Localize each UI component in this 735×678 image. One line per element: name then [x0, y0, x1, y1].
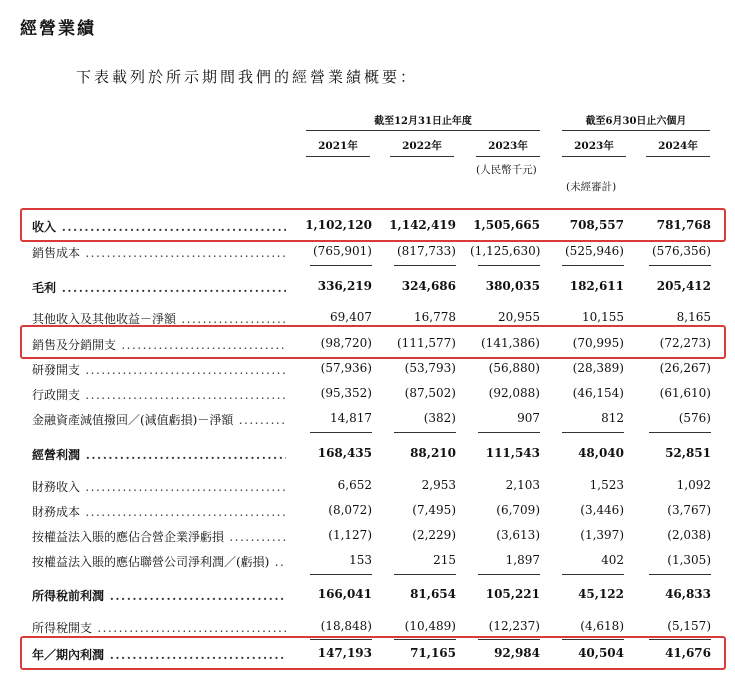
subtotal-underline — [562, 432, 624, 433]
table-row — [0, 500, 735, 522]
cell: (92,088) — [488, 386, 540, 400]
row-label: 財務成本 ..... — [32, 503, 286, 520]
cell: 2,103 — [505, 478, 540, 492]
table-row — [0, 276, 735, 298]
cell: 1,505,665 — [473, 218, 540, 232]
unit-note: (人民幣千元) — [476, 164, 537, 176]
cell: (1,397) — [580, 528, 624, 542]
table-row — [0, 584, 735, 606]
group-header-annual: 截至12月31日止年度 — [306, 112, 540, 131]
highlight-box-revenue — [20, 208, 726, 242]
cell: 1,102,120 — [305, 218, 372, 232]
section-title: 經營業績 — [20, 19, 96, 39]
row-label: 經營利潤 ..... — [32, 446, 286, 463]
subtotal-underline — [562, 574, 624, 575]
cell: 402 — [601, 553, 624, 567]
cell: 182,611 — [569, 279, 624, 293]
table-row — [0, 525, 735, 547]
cell: (1,305) — [667, 553, 711, 567]
cell: (1,125,630) — [470, 244, 541, 258]
cell: (525,946) — [565, 244, 624, 258]
cell: 111,543 — [485, 446, 540, 460]
cell: 92,984 — [494, 646, 540, 660]
subtotal-underline — [478, 432, 540, 433]
subtotal-underline — [478, 265, 540, 266]
row-label: 年／期內利潤 ..... — [32, 646, 286, 663]
cell: (53,793) — [404, 361, 456, 375]
cell: 6,652 — [337, 478, 372, 492]
cell: (5,157) — [667, 619, 711, 633]
cell: 14,817 — [330, 411, 372, 425]
cell: (26,267) — [659, 361, 711, 375]
cell: (3,446) — [580, 503, 624, 517]
cell: (2,229) — [412, 528, 456, 542]
cell: 20,955 — [498, 310, 540, 324]
cell: (18,848) — [320, 619, 372, 633]
cell: (765,901) — [313, 244, 372, 258]
cell: (87,502) — [404, 386, 456, 400]
row-label: 毛利 ..... — [32, 279, 286, 296]
cell: 205,412 — [656, 279, 711, 293]
subtotal-underline — [478, 574, 540, 575]
group-header-six-months: 截至6月30日止六個月 — [562, 112, 710, 131]
cell: (98,720) — [320, 336, 372, 350]
year-header-2021: 2021年 — [306, 138, 370, 157]
cell: (817,733) — [397, 244, 456, 258]
cell: (576,356) — [652, 244, 711, 258]
intro-text: 下表載列於所示期間我們的經營業績概要： — [76, 68, 419, 86]
row-label: 財務收入 ..... — [32, 478, 286, 495]
cell: (57,936) — [320, 361, 372, 375]
row-label: 銷售成本 ..... — [32, 244, 286, 261]
subtotal-underline — [649, 574, 711, 575]
table-row — [0, 241, 735, 263]
table-row — [0, 383, 735, 405]
row-label: 所得稅前利潤 ..... — [32, 587, 286, 604]
row-label: 銷售及分銷開支 ..... — [32, 336, 286, 353]
table-row — [0, 616, 735, 638]
cell: 1,523 — [589, 478, 624, 492]
cell: (2,038) — [667, 528, 711, 542]
cell: (3,613) — [496, 528, 540, 542]
table-row — [0, 358, 735, 380]
cell: 48,040 — [578, 446, 624, 460]
highlight-box-selling-expenses — [20, 325, 726, 359]
subtotal-underline — [649, 265, 711, 266]
row-label: 其他收入及其他收益－淨額 ..... — [32, 310, 286, 327]
cell: 41,676 — [665, 646, 711, 660]
row-label: 所得稅開支 ..... — [32, 619, 286, 636]
cell: (28,389) — [572, 361, 624, 375]
cell: (70,995) — [572, 336, 624, 350]
cell: 708,557 — [569, 218, 624, 232]
cell: 81,654 — [410, 587, 456, 601]
cell: 46,833 — [665, 587, 711, 601]
cell: (382) — [423, 411, 456, 425]
year-header-2023: 2023年 — [476, 138, 540, 157]
table-row — [0, 443, 735, 465]
row-label: 按權益法入賬的應佔聯營公司淨利潤／(虧損) ..... — [32, 553, 286, 570]
table-row — [0, 408, 735, 430]
subtotal-underline — [649, 432, 711, 433]
cell: (12,237) — [488, 619, 540, 633]
cell: 380,035 — [485, 279, 540, 293]
row-label: 收入 ..... — [32, 218, 286, 235]
cell: 1,897 — [505, 553, 540, 567]
subtotal-underline — [394, 574, 456, 575]
cell: 215 — [433, 553, 456, 567]
subtotal-underline — [310, 432, 372, 433]
unaudited-note: (未經審計) — [566, 181, 617, 193]
subtotal-underline — [394, 265, 456, 266]
cell: 781,768 — [656, 218, 711, 232]
cell: (141,386) — [481, 336, 540, 350]
year-header-2022: 2022年 — [390, 138, 454, 157]
cell: 336,219 — [317, 279, 372, 293]
row-label: 研發開支 ..... — [32, 361, 286, 378]
cell: 168,435 — [317, 446, 372, 460]
year-header-2023-h1: 2023年 — [562, 138, 626, 157]
cell: 153 — [349, 553, 372, 567]
cell: (576) — [678, 411, 711, 425]
cell: 324,686 — [401, 279, 456, 293]
row-label: 金融資產減值撥回／(減值虧損)－淨額 ..... — [32, 411, 286, 428]
year-header-2024-h1: 2024年 — [646, 138, 710, 157]
cell: (7,495) — [412, 503, 456, 517]
cell: 8,165 — [676, 310, 711, 324]
row-label: 按權益法入賬的應佔合營企業淨虧損 ..... — [32, 528, 286, 545]
cell: 88,210 — [410, 446, 456, 460]
cell: 10,155 — [582, 310, 624, 324]
table-row — [0, 475, 735, 497]
cell: (46,154) — [572, 386, 624, 400]
highlight-box-profit — [20, 636, 726, 670]
cell: (1,127) — [328, 528, 372, 542]
cell: (56,880) — [488, 361, 540, 375]
cell: (8,072) — [328, 503, 372, 517]
cell: (3,767) — [667, 503, 711, 517]
cell: (95,352) — [320, 386, 372, 400]
subtotal-underline — [394, 432, 456, 433]
cell: (111,577) — [397, 336, 456, 350]
cell: (4,618) — [580, 619, 624, 633]
cell: 147,193 — [317, 646, 372, 660]
cell: 166,041 — [317, 587, 372, 601]
cell: 105,221 — [485, 587, 540, 601]
subtotal-underline — [562, 265, 624, 266]
cell: (6,709) — [496, 503, 540, 517]
cell: 16,778 — [414, 310, 456, 324]
cell: 1,092 — [676, 478, 711, 492]
cell: 52,851 — [665, 446, 711, 460]
cell: (61,610) — [659, 386, 711, 400]
cell: 69,407 — [330, 310, 372, 324]
cell: 2,953 — [421, 478, 456, 492]
cell: (72,273) — [659, 336, 711, 350]
cell: (10,489) — [404, 619, 456, 633]
cell: 812 — [601, 411, 624, 425]
row-label: 行政開支 ..... — [32, 386, 286, 403]
cell: 907 — [517, 411, 540, 425]
cell: 45,122 — [578, 587, 624, 601]
cell: 40,504 — [578, 646, 624, 660]
subtotal-underline — [310, 265, 372, 266]
table-row — [0, 550, 735, 572]
cell: 1,142,419 — [389, 218, 456, 232]
cell: 71,165 — [410, 646, 456, 660]
subtotal-underline — [310, 574, 372, 575]
